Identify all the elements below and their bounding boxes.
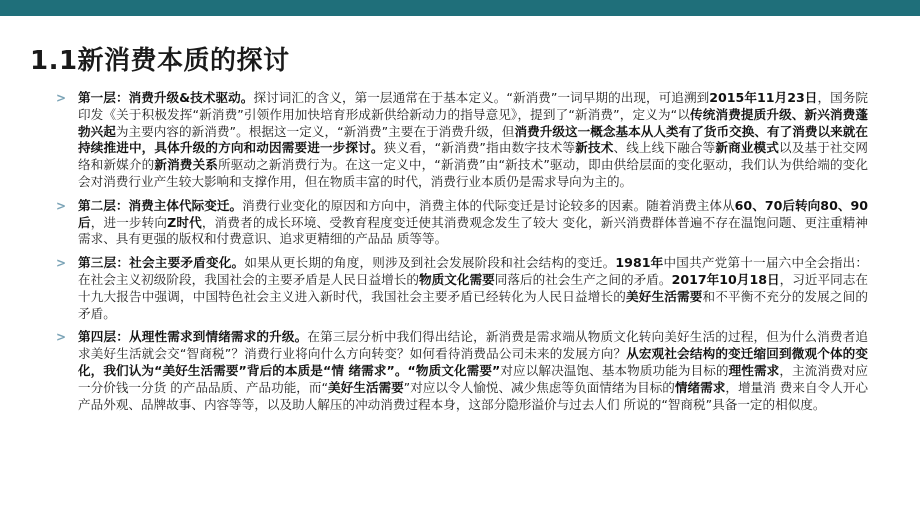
- top-accent-bar: [0, 0, 920, 16]
- text-run: 为主要内容的新消费”。根据这一定义，“新消费”主要在于消费升级，但: [115, 123, 515, 139]
- bold-text-run: 情绪需求: [674, 379, 726, 395]
- bold-text-run: 传统消费提质升级、新兴消费蓬勃兴起: [78, 106, 868, 139]
- text-run: 消费行业变化的原因和方向中，消费主体的代际变迁是讨论较多的因素。随着消费主体从: [242, 197, 735, 213]
- bold-text-run: 美好生活需要: [626, 288, 703, 304]
- text-run: 对应以解决温饱、基本物质功能为目标的: [500, 362, 729, 378]
- bold-text-run: 新商业模式: [715, 140, 779, 156]
- text-run: 如果从更长期的角度，则涉及到社会发展阶段和社会结构的变迁。: [244, 255, 616, 271]
- bold-text-run: 消费升级这一概念基本从人类有了货币交换、有了消费以来就在持续推进中，具体升级的方向和动因需要进一步探讨。: [78, 123, 869, 156]
- bold-text-run: Z时代: [167, 214, 202, 230]
- chevron-right-icon: >: [56, 198, 67, 213]
- text-run: 所驱动之新消费行为。在这一定义中，“新消费”由“新技术”驱动，即由供给层面的变化驱动，我们认为供给端的变化会对消费行业产生较大影响和支撑作用，但在物质丰富的时代，消费行业本质仍是需求导向为主的。: [78, 157, 868, 189]
- bold-text-run: 第二层：消费主体代际变迁。: [78, 197, 243, 213]
- bold-text-run: 1981年: [615, 255, 664, 271]
- bold-text-run: 2017年10月18日: [671, 271, 780, 287]
- text-run: ，增量消 费来自令人开心产品外观、品牌故事、内容等等，以及助人解压的冲动消费过程本身，这部分隐形溢价与过去人们 所说的“智商税”具备一定的相似度。: [78, 379, 868, 412]
- bold-text-run: 60、70后转向80、90后: [78, 197, 869, 230]
- text-run: 在第三层分析中我们得出结论，新消费是需求端从物质文化转向美好生活的过程，但为什么消费者追求美好生活就会交“智商税”？消费行业将向什么方向转变？如何看待消费品公司未来的发展方向？: [78, 329, 869, 362]
- text-run: ，国务院印发《关于积极发挥“新消费”引领作用加快培育形成新供给新动力的指导意见》，提到了“新消费”，定义为“以: [78, 90, 868, 122]
- text-run: 探讨词汇的含义，第一层通常在于基本定义。“新消费”一词早期的出现，可追溯到: [253, 90, 710, 105]
- page-title: 1.1新消费本质的探讨: [30, 46, 290, 76]
- bold-text-run: 物质文化需要: [418, 271, 495, 287]
- paragraph-layer-4: [56, 329, 868, 413]
- paragraph-layer-1: [56, 90, 868, 191]
- paragraph-layer-2: [56, 198, 868, 248]
- text-run: 、线上线下融合等: [613, 140, 716, 156]
- text-run: 以及基于社交网络和新媒介的: [78, 140, 868, 173]
- text-run: ，消费者的成长环境、受教育程度变迁使其消费观念发生了较大 变化，新兴消费群体普遍不存在温饱问题、更注重精神需求、具有更强的版权和付费意识、追求更精细的产品品 质等等。: [78, 214, 869, 247]
- bold-text-run: 理性需求: [728, 362, 780, 378]
- bold-text-run: 美好生活需要: [328, 379, 404, 395]
- chevron-right-icon: >: [56, 256, 67, 271]
- text-run: 中国共产党第十一届六中全会指出：在社会主义初级阶段，我国社会的主要矛盾是人民日益增长的: [78, 255, 869, 287]
- bold-text-run: 从宏观社会结构的变迁缩回到微观个体的变化，我们认为“美好生活需要”背后的本质是“情 绪需求”。“物质文化需要”: [78, 346, 868, 378]
- bold-text-run: 新技术: [575, 140, 614, 156]
- text-run: ，主流消费对应一分价钱一分货 的产品品质、产品功能，而“: [78, 362, 869, 395]
- text-run: ，习近平同志在十九大报告中强调，中国特色社会主义进入新时代，我国社会主要矛盾已经转化为人民日益增长的: [78, 271, 869, 304]
- paragraph-layer-3: [56, 255, 868, 322]
- text-run: ，进一步转向: [90, 214, 168, 230]
- bold-text-run: 2015年11月23日: [709, 90, 818, 105]
- text-run: 狭义看，“新消费”指由数字技术等: [383, 140, 576, 156]
- text-run: 和不平衡不充分的发展之间的矛盾。: [78, 288, 869, 321]
- bold-text-run: 第四层：从理性需求到情绪需求的升级。: [78, 329, 308, 345]
- bold-text-run: 第一层：消费升级&技术驱动。: [78, 90, 254, 105]
- text-run: ”对应以令人愉悦、减少焦虑等负面情绪为目标的: [403, 379, 675, 395]
- chevron-right-icon: >: [56, 330, 67, 345]
- bold-text-run: 新消费关系: [154, 157, 218, 173]
- content-body: [56, 90, 868, 420]
- text-run: 同落后的社会生产之间的矛盾。: [494, 271, 672, 287]
- chevron-right-icon: >: [56, 91, 67, 105]
- bold-text-run: 第三层：社会主要矛盾变化。: [78, 255, 245, 271]
